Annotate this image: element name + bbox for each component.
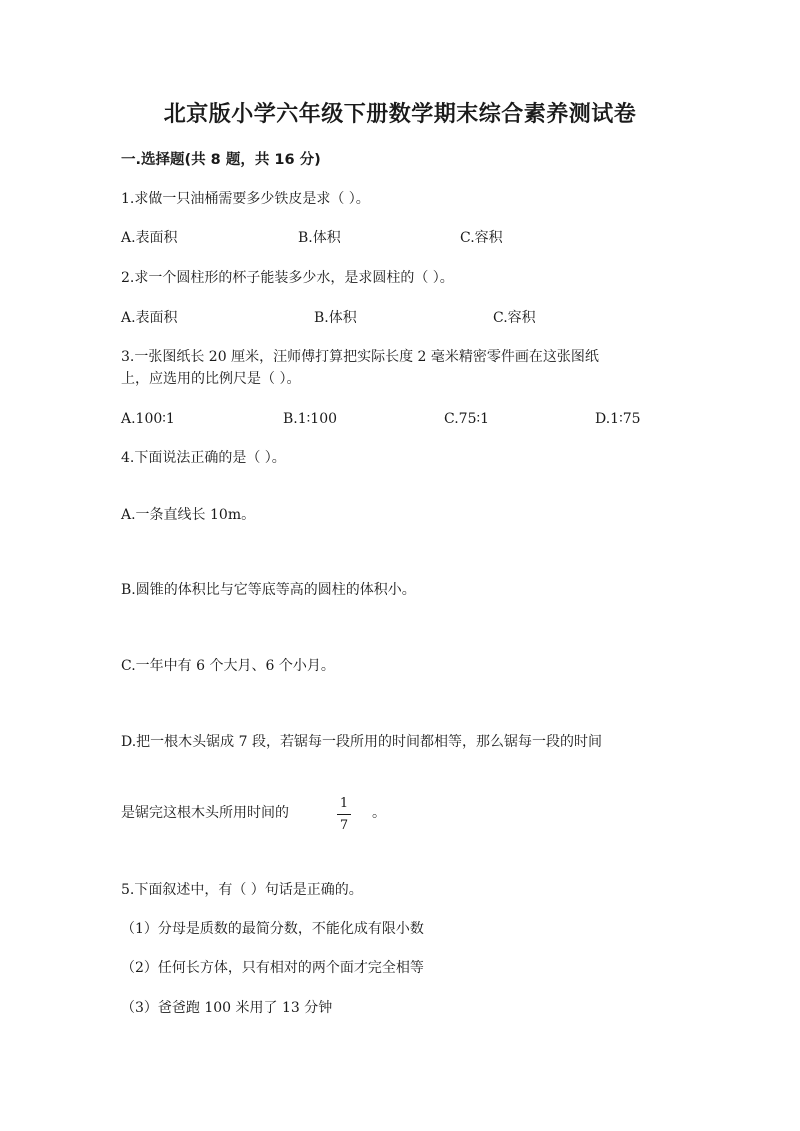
question-3-stem-line-1: 3.一张图纸长 20 厘米，汪师傅打算把实际长度 2 毫米精密零件画在这张图纸 xyxy=(121,349,599,365)
question-5-statement-2: （2）任何长方体，只有相对的两个面才完全相等 xyxy=(121,960,424,976)
question-2-stem: 2.求一个圆柱形的杯子能装多少水，是求圆柱的（ ）。 xyxy=(121,270,454,286)
question-5-stem: 5.下面叙述中，有（ ）句话是正确的。 xyxy=(121,882,363,898)
question-5-statement-1: （1）分母是质数的最简分数，不能化成有限小数 xyxy=(121,921,424,937)
fraction-bar xyxy=(337,814,351,815)
fraction-one-seventh xyxy=(337,797,351,832)
question-4-option-d-line-2: 是锯完这根木头所用时间的 xyxy=(121,805,289,821)
question-3-stem-line-2: 上，应选用的比例尺是（ ）。 xyxy=(121,371,301,387)
question-2-option-a: A.表面积 xyxy=(121,310,178,326)
question-4-stem: 4.下面说法正确的是（ ）。 xyxy=(121,450,286,466)
fraction-denominator: 7 xyxy=(339,818,349,833)
question-5-statement-3: （3）爸爸跑 100 米用了 13 分钟 xyxy=(121,1000,333,1016)
question-1-option-a: A.表面积 xyxy=(121,230,178,246)
question-1-option-c: C.容积 xyxy=(460,230,503,246)
question-3-option-d: D.1∶75 xyxy=(595,411,641,427)
question-4-option-c: C.一年中有 6 个大月、6 个小月。 xyxy=(121,658,335,674)
question-4-option-d-period: 。 xyxy=(372,805,386,821)
section-heading: 一.选择题(共 8 题，共 16 分) xyxy=(121,152,321,168)
question-4-option-b: B.圆锥的体积比与它等底等高的圆柱的体积小。 xyxy=(121,582,416,598)
question-4-option-a: A.一条直线长 10m。 xyxy=(121,507,256,523)
question-3-option-c: C.75∶1 xyxy=(444,411,490,427)
question-4-option-d-line-1: D.把一根木头锯成 7 段，若锯每一段所用的时间都相等，那么锯每一段的时间 xyxy=(121,734,602,750)
question-3-option-a: A.100∶1 xyxy=(121,411,175,427)
question-1-option-b: B.体积 xyxy=(298,230,341,246)
page-title: 北京版小学六年级下册数学期末综合素养测试卷 xyxy=(163,102,637,127)
question-3-option-b: B.1∶100 xyxy=(283,411,338,427)
fraction-numerator: 1 xyxy=(339,796,349,811)
question-2-option-c: C.容积 xyxy=(493,310,536,326)
question-2-option-b: B.体积 xyxy=(314,310,357,326)
question-1-stem: 1.求做一只油桶需要多少铁皮是求（ ）。 xyxy=(121,191,370,207)
